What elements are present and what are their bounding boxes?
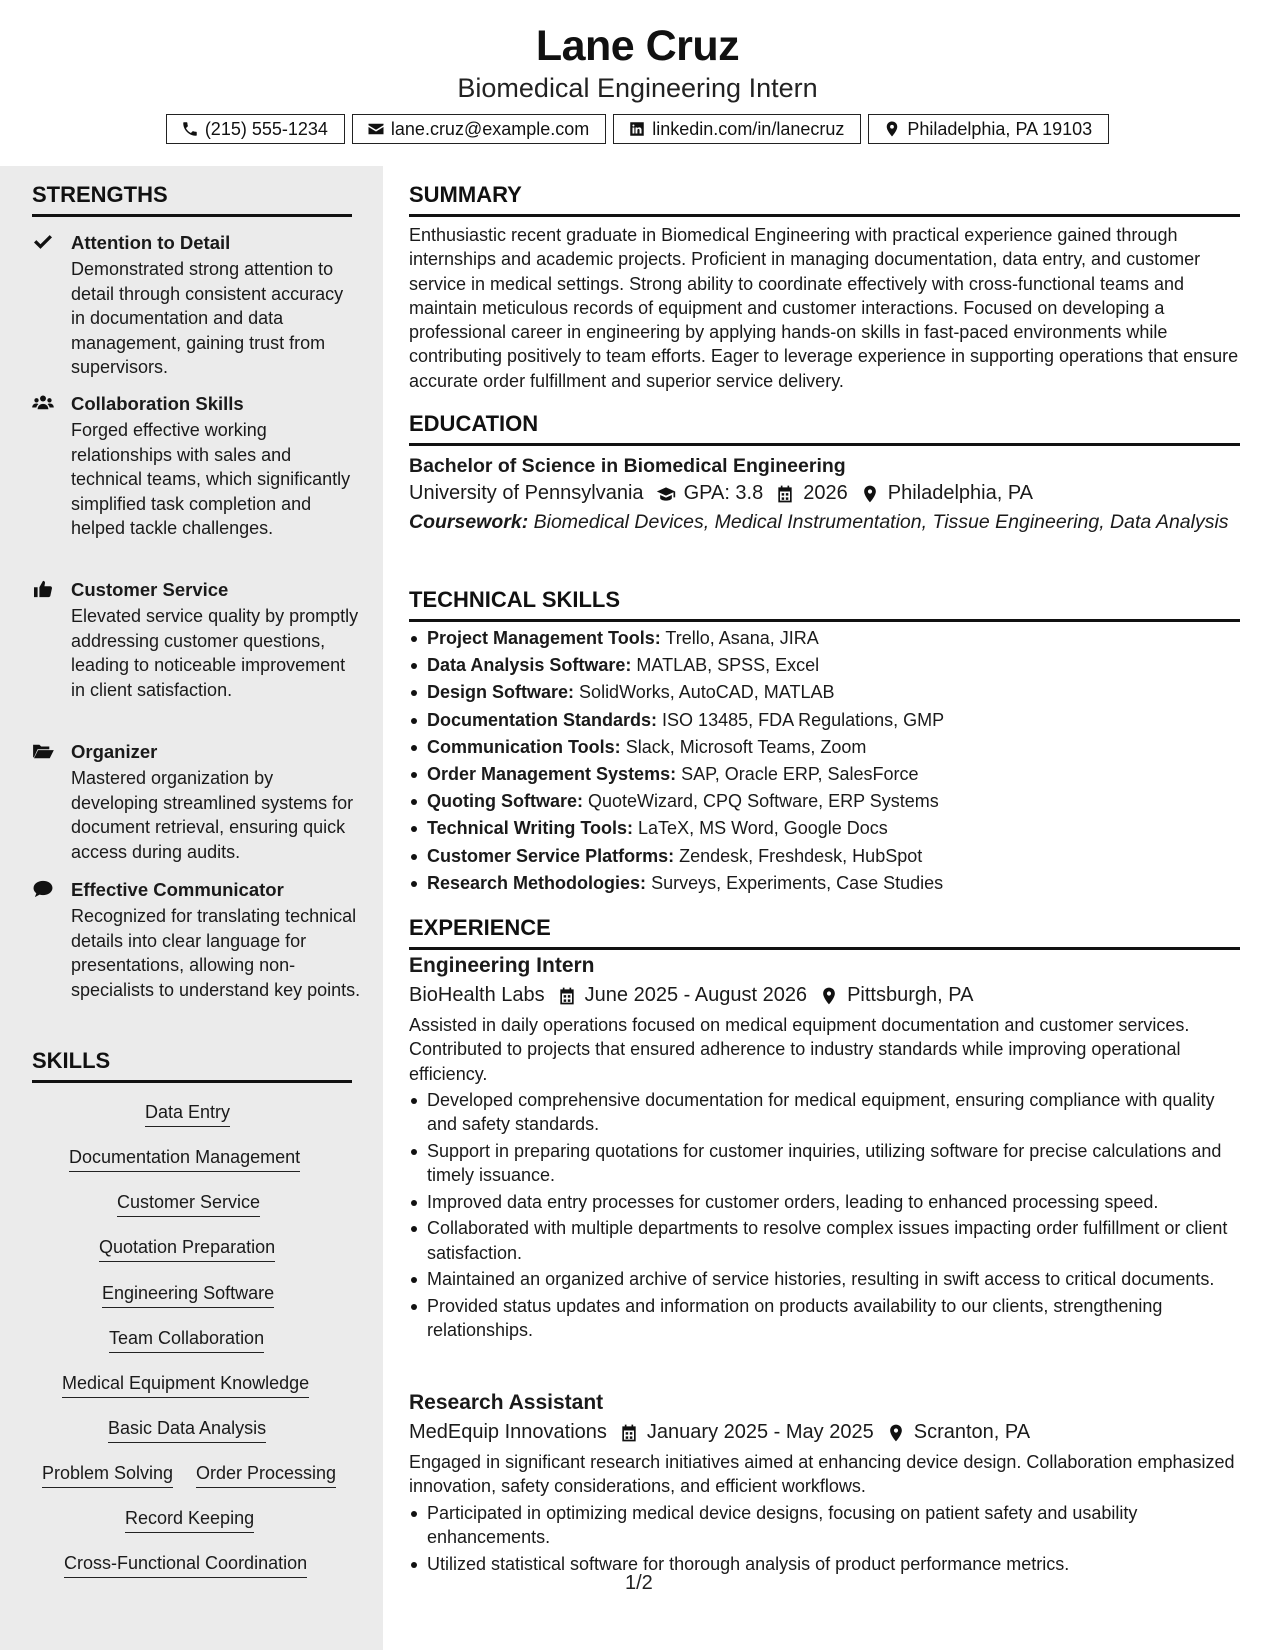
skill-tag: Medical Equipment Knowledge [62,1373,309,1398]
list-item: Maintained an organized archive of service histories, resulting in swift access to critical documents. [409,1267,1240,1292]
strength-description: Mastered organization by developing streamlined systems for document retrieval, ensuring quick access during audits. [71,768,354,862]
skill-values: Trello, Asana, JIRA [665,628,819,648]
skill-tag: Team Collaboration [109,1328,264,1353]
users-icon [32,394,56,414]
experience-section [409,915,1240,950]
job-bullets [409,1088,1240,1343]
strength-description: Recognized for translating technical details into clear language for presentations, allowing non-specialists to understand key points. [71,906,361,1000]
list-item [409,788,1240,815]
summary-title: SUMMARY [409,182,1240,217]
list-item: Collaborated with multiple departments to resolve complex issues impacting order fulfillment or client satisfaction. [409,1216,1240,1265]
skill-values: LaTeX, MS Word, Google Docs [638,818,888,839]
strength-description: Forged effective working relationships with sales and technical teams, which significantly simplified task completion and helped tackle challenges. [71,420,351,538]
sidebar [0,166,383,1650]
map-pin-icon [860,484,880,504]
contact-location [868,114,1109,144]
list-item [409,679,1240,706]
skill-values: Surveys, Experiments, Case Studies [651,872,944,893]
skill-values: MATLAB, SPSS, Excel [636,655,820,676]
candidate-name: Lane Cruz [535,22,740,70]
contact-email[interactable] [352,114,606,144]
contact-linkedin[interactable] [613,114,861,144]
job-dates: June 2025 - August 2026 [584,984,808,1006]
job-location: Pittsburgh, PA [847,984,974,1006]
coursework-label: Coursework: [409,511,529,533]
skill-category: Project Management Tools: [427,628,661,648]
skill-category: Technical Writing Tools: [427,818,634,839]
list-item [409,843,1240,870]
skill-values: Zendesk, Freshdesk, HubSpot [679,845,923,866]
degree-name: Bachelor of Science in Biomedical Engineering [409,455,846,477]
list-item [409,815,1240,842]
map-pin-icon [819,986,839,1006]
coursework [409,510,1240,535]
list-item: Improved data entry processes for customer orders, leading to enhanced processing speed. [409,1190,1240,1215]
envelope-icon [367,120,385,138]
skill-tag: Quotation Preparation [99,1237,275,1262]
list-item [409,870,1240,897]
linkedin-icon [628,120,646,138]
skill-category: Documentation Standards: [427,709,658,730]
job-dates: January 2025 - May 2025 [646,1421,874,1443]
skill-category: Quoting Software: [427,791,583,812]
job-meta [409,1421,1240,1444]
technical-skills-title: TECHNICAL SKILLS [409,587,1240,622]
skill-tag: Order Processing [196,1463,336,1488]
list-item [409,734,1240,761]
strength-title: Effective Communicator [71,879,284,900]
strength-description: Demonstrated strong attention to detail through consistent accuracy in documentation and data management, gaining trust from supervisors. [71,259,344,377]
school-location: Philadelphia, PA [887,482,1034,504]
school-name: University of Pennsylvania [409,482,644,504]
contact-bar [0,114,1275,144]
skills-section-header [32,1048,352,1083]
job-meta [409,984,1240,1007]
skill-category: Data Analysis Software: [427,655,632,676]
skill-values: SAP, Oracle ERP, SalesForce [681,764,919,785]
education-meta [409,482,1240,505]
skill-tag: Documentation Management [69,1147,300,1172]
map-pin-icon [886,1423,906,1443]
skill-values: SolidWorks, AutoCAD, MATLAB [579,682,835,703]
skill-tag: Record Keeping [125,1508,254,1533]
graduation-year: 2026 [803,482,848,504]
experience-title: EXPERIENCE [409,915,1240,950]
strengths-section-header [32,182,352,217]
job-summary: Assisted in daily operations focused on medical equipment documentation and customer services. Contributed to projects that ensured adherence to industry standards while improving operational efficiency. [409,1015,1190,1084]
strength-description: Elevated service quality by promptly addressing customer questions, leading to noticeable improvement in client satisfaction. [71,606,359,700]
list-item: Provided status updates and information on products availability to our clients, strengthening relationships. [409,1294,1240,1343]
contact-linkedin-text: linkedin.com/in/lanecruz [652,118,845,139]
job-location: Scranton, PA [913,1421,1031,1443]
technical-skills-list [409,625,1240,897]
list-item: Utilized statistical software for thorough analysis of product performance metrics. [409,1552,1240,1577]
calendar-icon [619,1423,639,1443]
skill-category: Customer Service Platforms: [427,845,675,866]
company-name: BioHealth Labs [409,984,545,1006]
company-name: MedEquip Innovations [409,1421,607,1443]
summary-text: Enthusiastic recent graduate in Biomedical Engineering with practical experience gained through internships and academic projects. Proficient in managing documentation, data entry, and customer service in medical settings. Strong ability to coordinate effectively with cross-functional teams and maintain meticulous records of equipment and customer interactions. Focused on developing a professional career in engineering by applying hands-on skills in fast-paced environments while contributing positively to team efforts. Eager to leverage experience in supporting operations that ensure accurate order fulfillment and superior service delivery. [409,225,1239,391]
list-item: Participated in optimizing medical device designs, focusing on patient safety and usability enhancements. [409,1501,1240,1550]
job-title: Research Assistant [409,1391,604,1414]
map-pin-icon [883,120,901,138]
strength-title: Collaboration Skills [71,393,244,414]
job-entry [409,1391,1240,1576]
skill-tag: Basic Data Analysis [108,1418,266,1443]
job-title: Engineering Intern [409,954,595,977]
list-item [409,707,1240,734]
coursework-list: Biomedical Devices, Medical Instrumentation, Tissue Engineering, Data Analysis [533,511,1229,533]
contact-phone-text: (215) 555-1234 [204,118,328,139]
summary-section [409,182,1240,393]
skill-tag: Data Entry [145,1102,230,1127]
contact-phone[interactable] [166,114,345,144]
checkmark-icon [32,233,56,253]
phone-icon [181,120,199,138]
skill-values: Slack, Microsoft Teams, Zoom [625,736,867,757]
speech-bubble-icon [32,880,56,900]
skill-category: Communication Tools: [427,736,621,757]
skill-tag: Engineering Software [102,1283,274,1308]
strengths-title: STRENGTHS [32,182,352,217]
skill-values: QuoteWizard, CPQ Software, ERP Systems [588,791,939,812]
skill-values: ISO 13485, FDA Regulations, GMP [662,709,945,730]
job-summary: Engaged in significant research initiatives aimed at enhancing device design. Collaboration emphasized innovation, safety considerations, and efficient workflows. [409,1452,1235,1497]
graduation-cap-icon [656,484,676,504]
gpa: GPA: 3.8 [683,482,764,504]
strength-title: Customer Service [71,579,229,600]
resume-header [0,0,1275,166]
strength-title: Organizer [71,741,158,762]
skill-category: Design Software: [427,682,575,703]
list-item [409,761,1240,788]
skill-tag: Problem Solving [42,1463,173,1488]
job-entry [409,954,1240,1343]
thumbs-up-icon [32,580,56,600]
list-item [409,652,1240,679]
list-item [409,625,1240,652]
list-item: Developed comprehensive documentation for medical equipment, ensuring compliance with quality and safety standards. [409,1088,1240,1137]
contact-location-text: Philadelphia, PA 19103 [907,118,1093,139]
technical-skills-section [409,587,1240,897]
education-section [409,411,1240,535]
education-title: EDUCATION [409,411,1240,446]
list-item: Support in preparing quotations for customer inquiries, utilizing software for precise calculations and timely issuance. [409,1139,1240,1188]
folder-open-icon [32,742,56,762]
skill-category: Research Methodologies: [427,872,647,893]
calendar-icon [775,484,795,504]
skill-tag: Customer Service [117,1192,260,1217]
page-number: 1/2 [625,1572,653,1594]
job-title-heading: Biomedical Engineering Intern [457,73,818,103]
skill-category: Order Management Systems: [427,764,677,785]
calendar-icon [557,986,577,1006]
contact-email-text: lane.cruz@example.com [390,118,590,139]
strength-title: Attention to Detail [71,232,231,253]
job-bullets [409,1501,1240,1577]
skill-tag: Cross-Functional Coordination [64,1553,307,1578]
skills-title: SKILLS [32,1048,352,1083]
